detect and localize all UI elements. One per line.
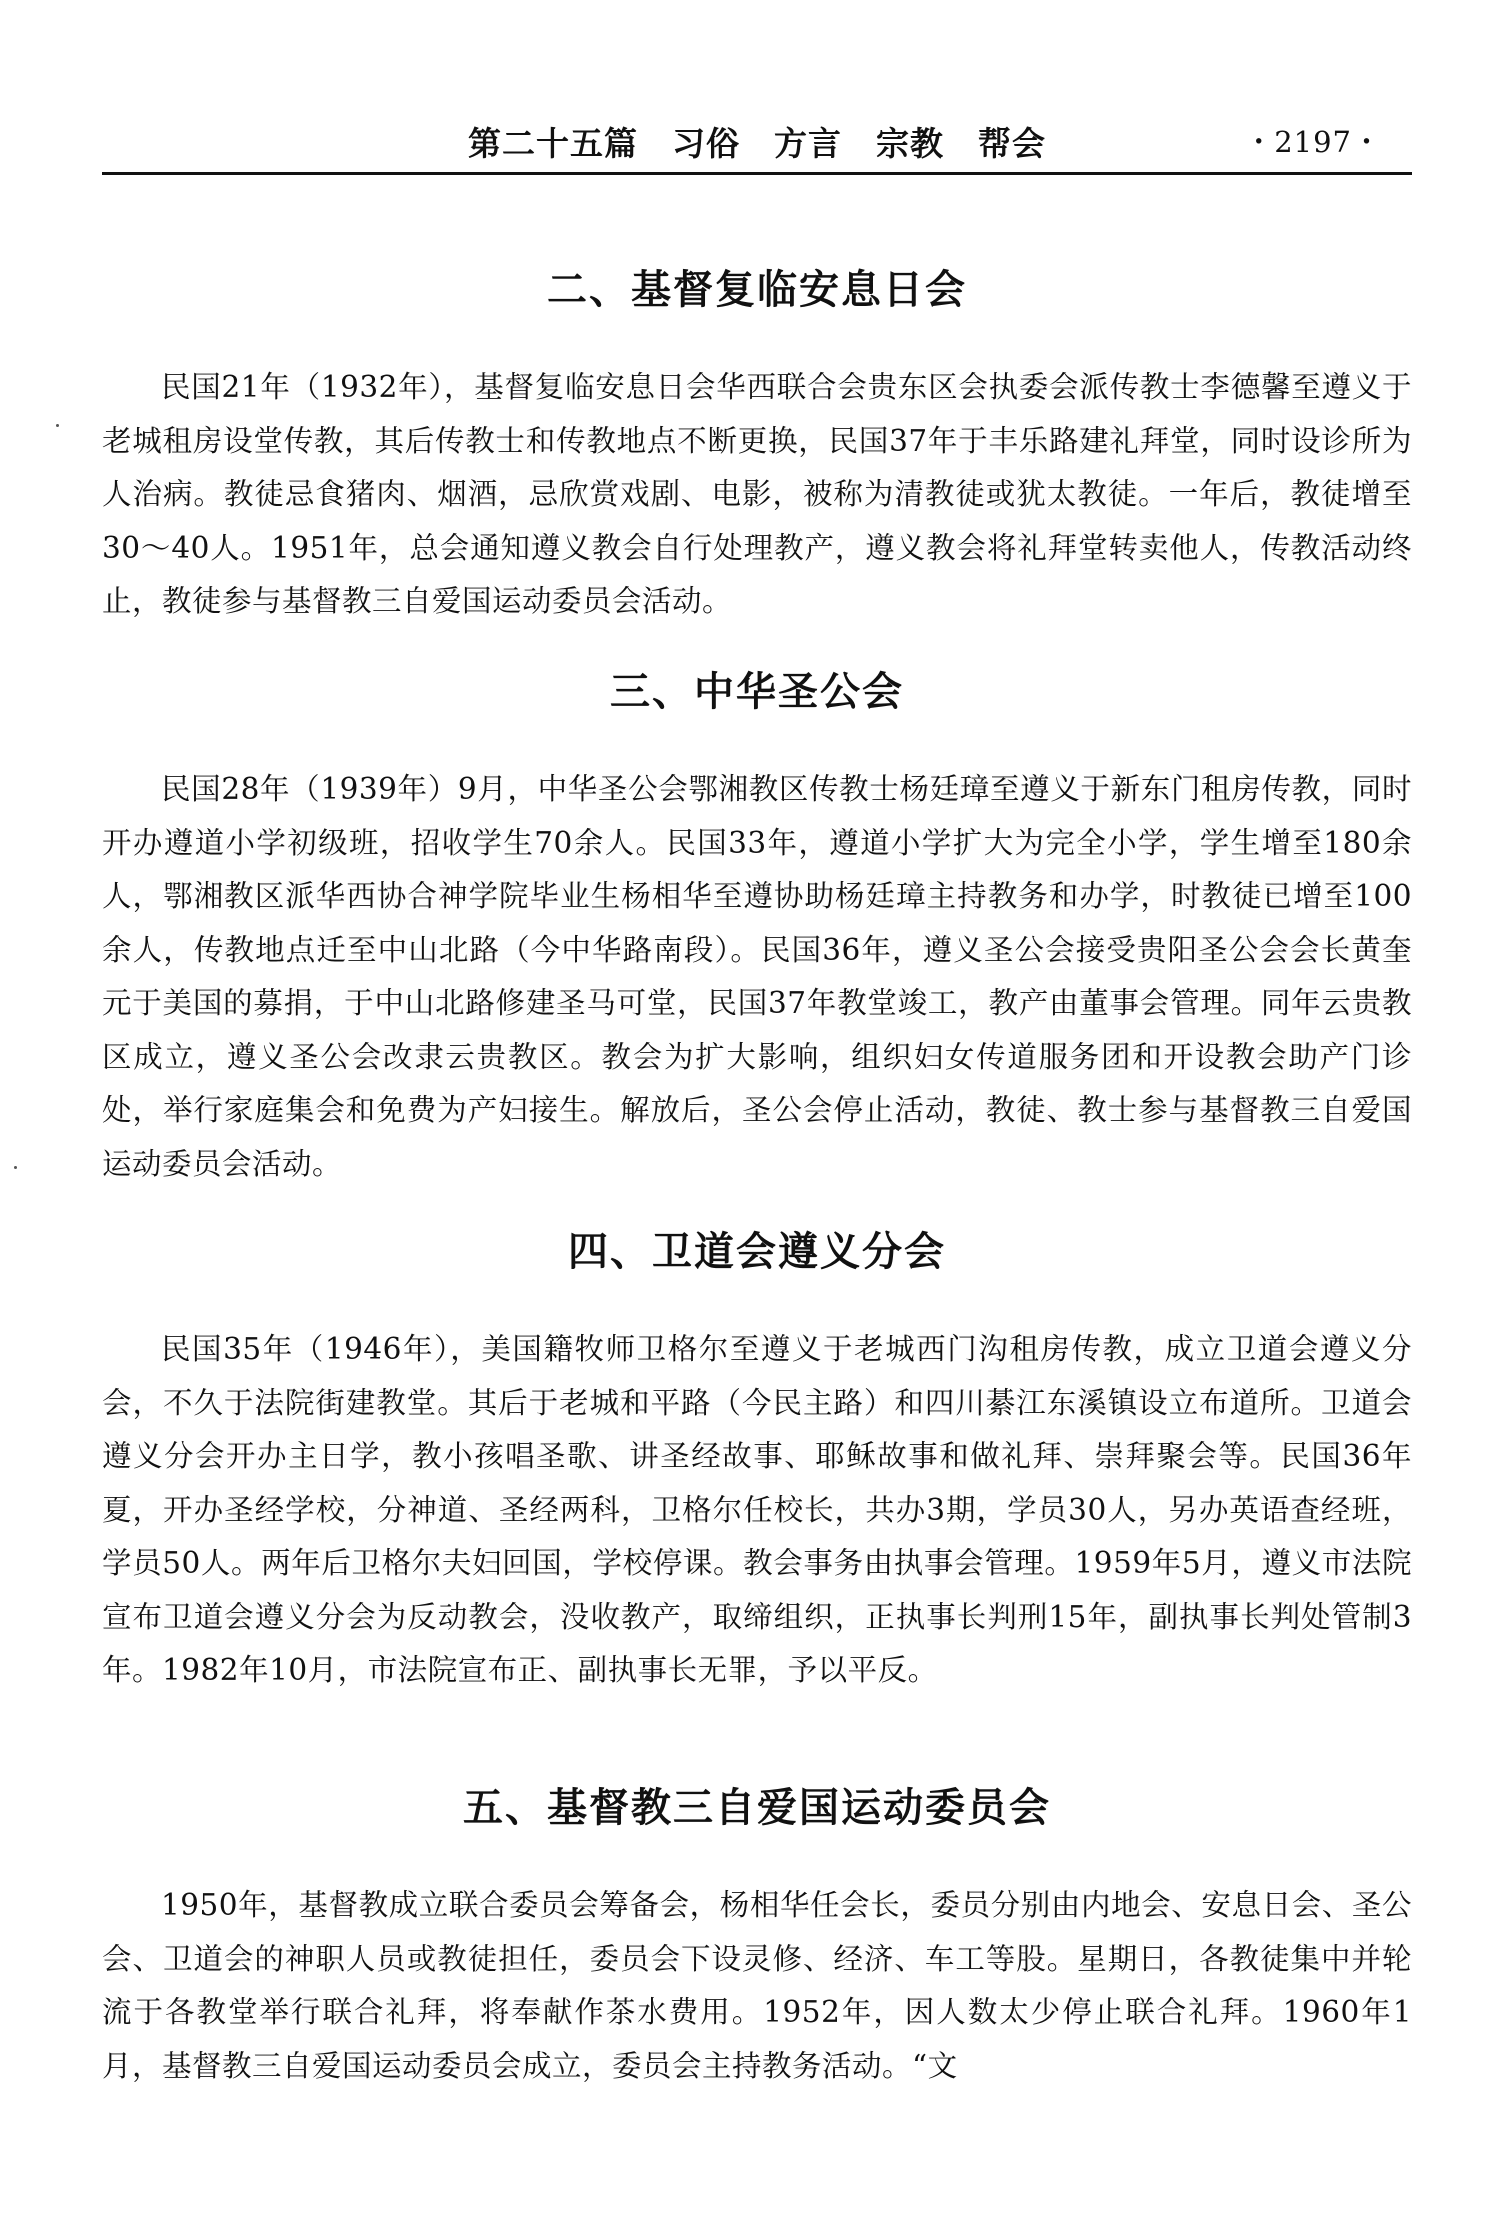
section-three-self-committee	[102, 1776, 1412, 2093]
header-rule	[102, 172, 1412, 175]
section-weidao-church	[102, 1220, 1412, 1698]
section-seventh-day-adventist	[102, 258, 1412, 629]
section-heading: 五、基督教三自爱国运动委员会	[463, 1785, 1051, 1831]
section-paragraph: 民国21年（1932年），基督复临安息日会华西联合会贵东区会执委会派传教士李德馨至遵义于老城租房设堂传教，其后传教士和传教地点不断更换，民国37年于丰乐路建礼拜堂，同时设诊所为人治病。教徒忌食猪肉、烟酒，忌欣赏戏剧、电影，被称为清教徒或犹太教徒。一年后，教徒增至30～40人。1951年，总会通知遵义教会自行处理教产，遵义教会将礼拜堂转卖他人，传教活动终止，教徒参与基督教三自爱国运动委员会活动。	[102, 370, 1412, 618]
section-heading: 二、基督复临安息日会	[547, 267, 967, 313]
scan-speck	[56, 424, 59, 427]
section-anglican-church	[102, 660, 1412, 1191]
section-heading: 三、中华圣公会	[610, 669, 904, 715]
section-paragraph: 1950年，基督教成立联合委员会筹备会，杨相华任会长，委员分别由内地会、安息日会、圣公会、卫道会的神职人员或教徒担任，委员会下设灵修、经济、车工等股。星期日，各教徒集中并轮流于各教堂举行联合礼拜，将奉献作茶水费用。1952年，因人数太少停止联合礼拜。1960年1月，基督教三自爱国运动委员会成立，委员会主持教务活动。“文	[102, 1888, 1412, 2083]
section-heading: 四、卫道会遵义分会	[568, 1229, 946, 1275]
chapter-title: 第二十五篇 习俗 方言 宗教 帮会	[468, 124, 1046, 163]
section-paragraph: 民国28年（1939年）9月，中华圣公会鄂湘教区传教士杨廷璋至遵义于新东门租房传教，同时开办遵道小学初级班，招收学生70余人。民国33年，遵道小学扩大为完全小学，学生增至180余人，鄂湘教区派华西协合神学院毕业生杨相华至遵协助杨廷璋主持教务和办学，时教徒已增至100余人，传教地点迁至中山北路（今中华路南段）。民国36年，遵义圣公会接受贵阳圣公会会长黄奎元于美国的募捐，于中山北路修建圣马可堂，民国37年教堂竣工，教产由董事会管理。同年云贵教区成立，遵义圣公会改隶云贵教区。教会为扩大影响，组织妇女传道服务团和开设教会助产门诊处，举行家庭集会和免费为产妇接生。解放后，圣公会停止活动，教徒、教士参与基督教三自爱国运动委员会活动。	[102, 772, 1412, 1181]
running-header	[102, 118, 1412, 170]
page-number: ・2197・	[1244, 125, 1382, 159]
section-paragraph: 民国35年（1946年），美国籍牧师卫格尔至遵义于老城西门沟租房传教，成立卫道会遵义分会，不久于法院街建教堂。其后于老城和平路（今民主路）和四川綦江东溪镇设立布道所。卫道会遵义分会开办主日学，教小孩唱圣歌、讲圣经故事、耶稣故事和做礼拜、崇拜聚会等。民国36年夏，开办圣经学校，分神道、圣经两科，卫格尔任校长，共办3期，学员30人，另办英语查经班，学员50人。两年后卫格尔夫妇回国，学校停课。教会事务由执事会管理。1959年5月，遵义市法院宣布卫道会遵义分会为反动教会，没收教产，取缔组织，正执事长判刑15年，副执事长判处管制3年。1982年10月，市法院宣布正、副执事长无罪，予以平反。	[102, 1332, 1412, 1687]
scan-speck	[14, 1166, 17, 1169]
